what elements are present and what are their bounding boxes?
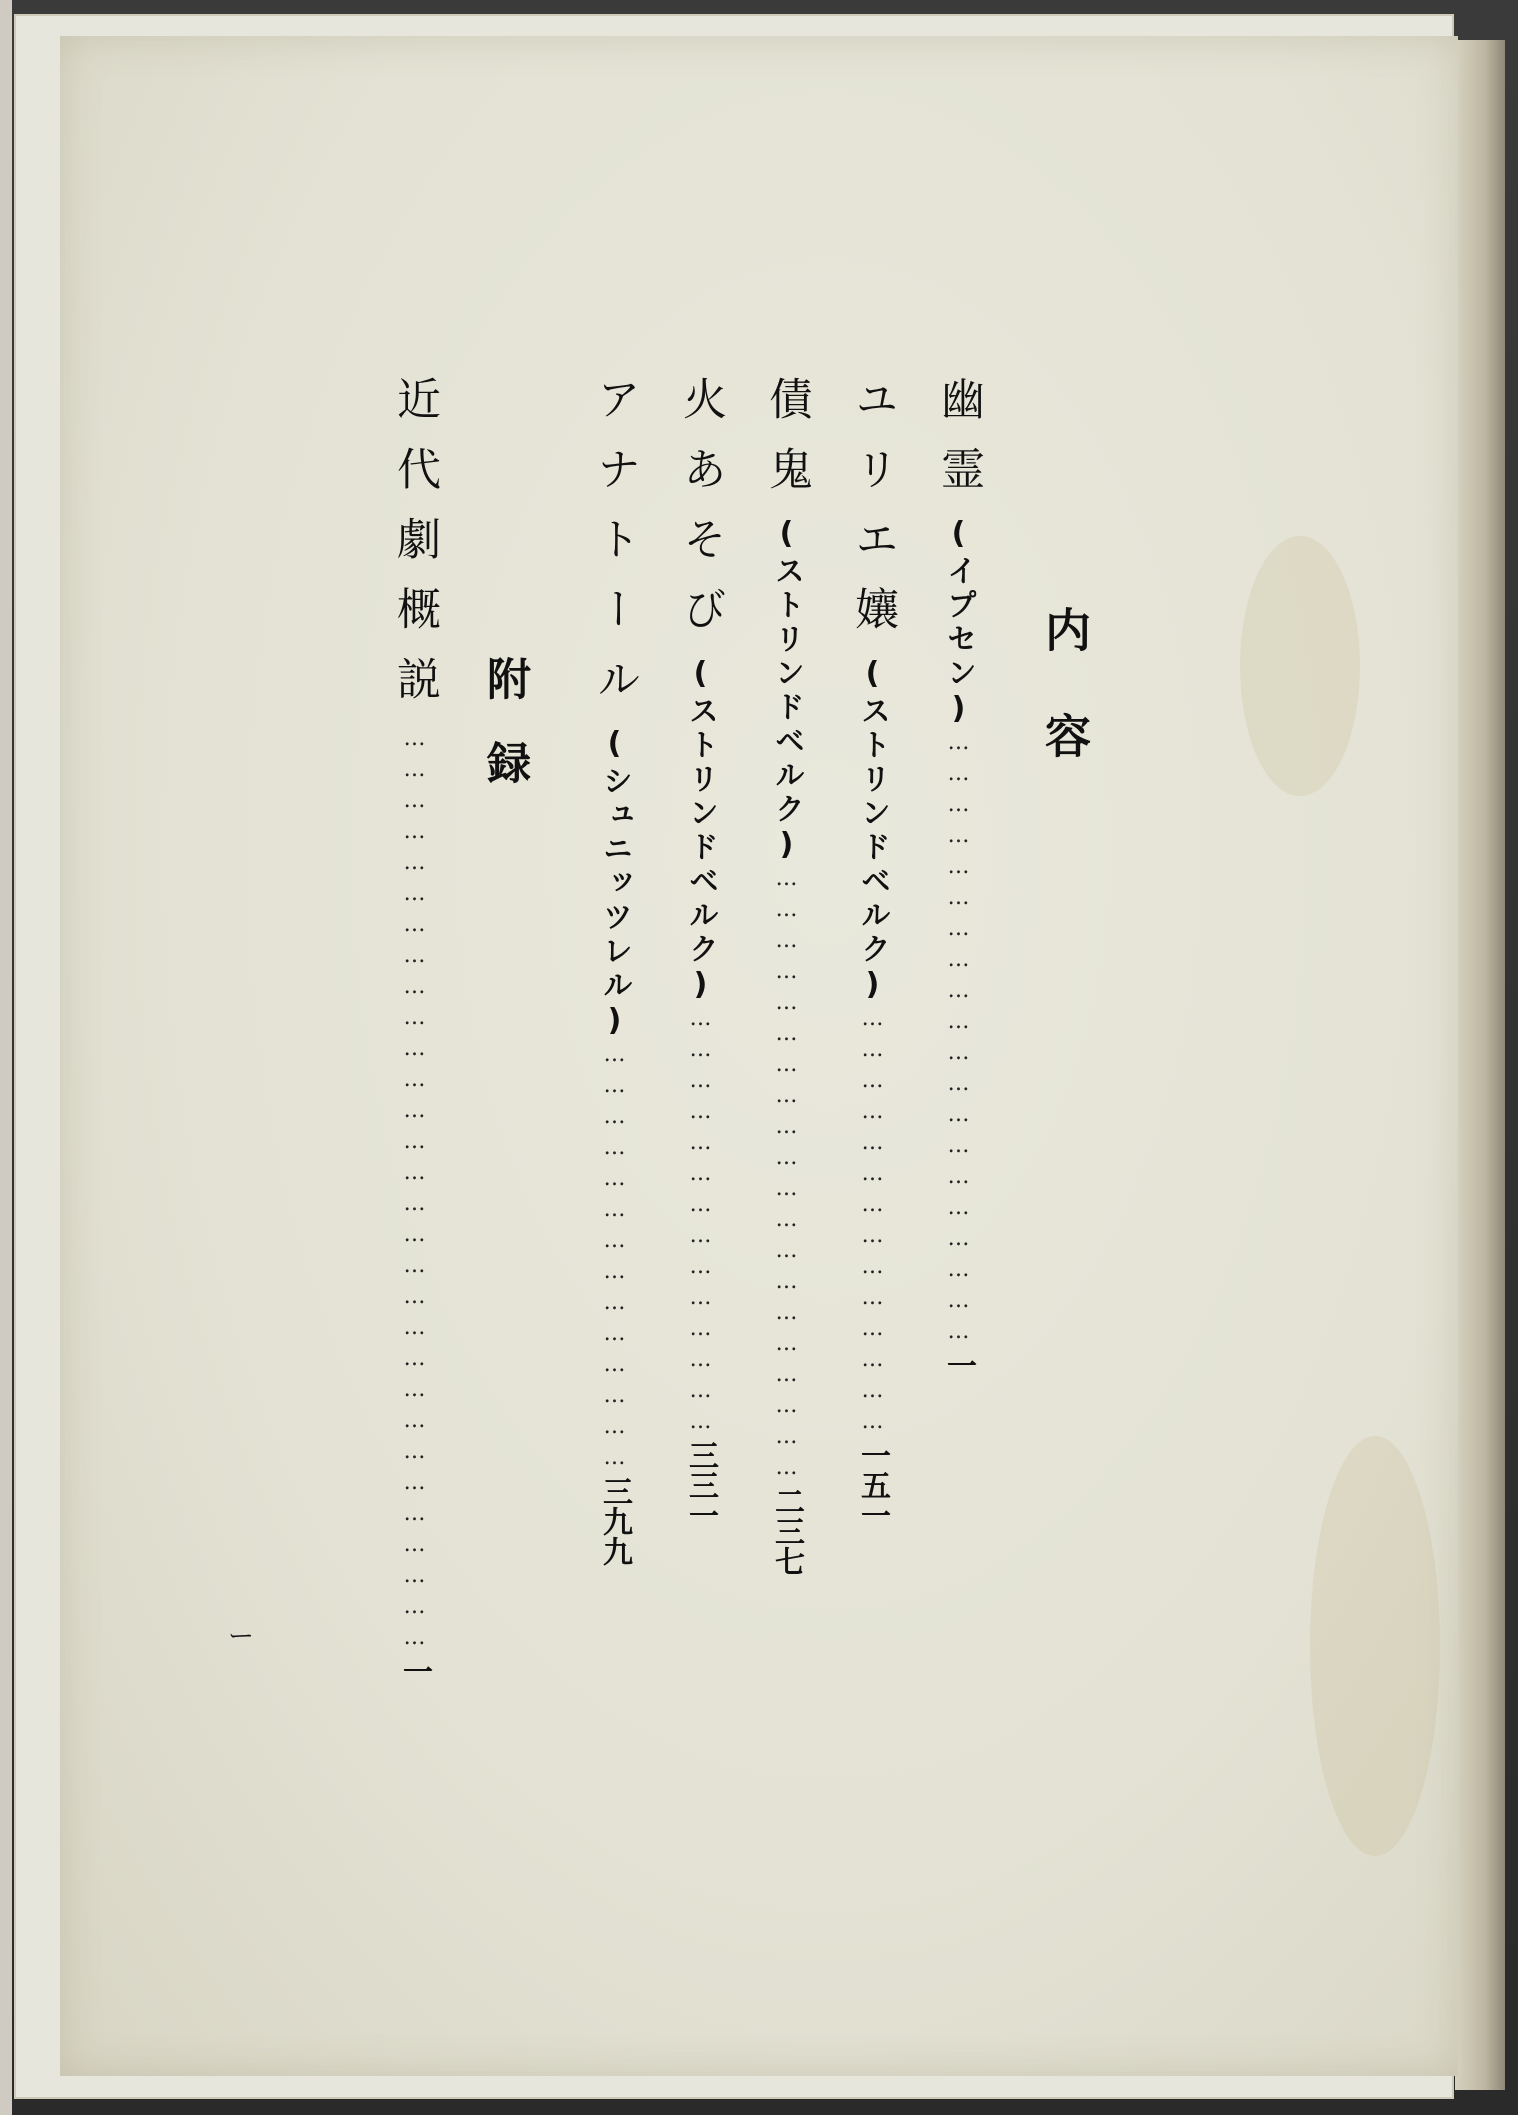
entry-title: 幽霊 [933,376,984,516]
entry-page-number: 一 [941,1350,976,1380]
entry-author: (ストリンドベルク) [769,516,804,866]
page-edge [1455,40,1505,2090]
entry-page-number: 二三七 [769,1486,804,1576]
leader-dots: …………………………………………………… [774,866,799,1486]
entry-author: (ストリンドベルク) [855,656,890,1006]
entry-author: (シュニッツレル) [597,726,632,1042]
leader-dots: …………………………………… [602,1042,627,1476]
paper-stain [1240,536,1360,796]
toc-entry-playing-with-fire[interactable] [668,376,732,1826]
entry-page-number: 一五一 [855,1440,890,1530]
leader-dots: …………………………………………………… [946,730,971,1350]
appendix-heading: 附録 [479,656,530,824]
entry-author: (ストリンドベルク) [683,656,718,1006]
entry-title: 近代劇概説 [389,376,440,726]
toc-entry-creditors[interactable] [754,376,818,1826]
entry-title: ユリエ孃 [847,376,898,656]
entry-page-number: 一 [397,1656,432,1686]
paper-stain [1310,1436,1440,1856]
entry-author: (イプセン) [941,516,976,730]
contents-page [60,36,1458,2076]
leader-dots: …………………………………… [688,1006,713,1440]
page-title: 内容 [1038,606,1092,818]
toc-entry-miss-julie[interactable] [840,376,904,1826]
entry-page-number: 三九九 [597,1476,632,1566]
stray-mark: ー [228,1622,255,1652]
entry-page-number: 三三一 [683,1440,718,1530]
toc-entry-ghosts[interactable] [926,376,990,1826]
leader-dots: …………………………………… [860,1006,885,1440]
entry-title: アナトール [589,376,640,726]
entry-title: 火あそび [675,376,726,656]
entry-title: 債鬼 [761,376,812,516]
leader-dots: ……………………………………………………………………………… [402,726,427,1656]
toc-entry-modern-drama-overview[interactable] [382,376,446,1826]
toc-entry-anatol[interactable] [582,376,646,1826]
